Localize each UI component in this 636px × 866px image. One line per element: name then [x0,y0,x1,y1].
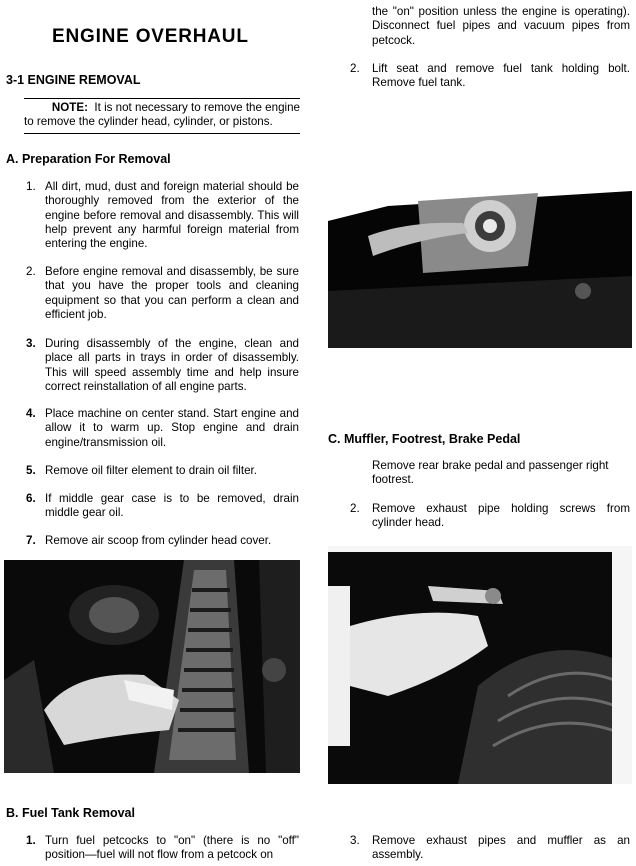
prep-heading: A. Preparation For Removal [6,152,171,166]
fuel-heading: B. Fuel Tank Removal [6,806,135,820]
list-item-number: 6. [26,492,36,505]
fuel-tank-photo [328,181,632,348]
page-title: ENGINE OVERHAUL [52,26,249,47]
fuel-item1-continued: the "on" position unless the engine is operating). Disconnect fuel pipes and vacuum pipes from petcock. [372,5,630,47]
exhaust-photo [328,546,632,784]
muffler-item3-text: Remove exhaust pipes and muffler as an assembly. [372,834,630,862]
list-item-text: Before engine removal and disassembly, be sure that you have the proper tools and cleaning equipment so that you can perform a clean and efficient job. [45,265,299,321]
engine-photo [4,560,300,773]
note-box [24,98,300,134]
list-item-text: Remove air scoop from cylinder head cover. [45,534,272,547]
list-item-number: 2. [26,265,36,278]
fuel-item1-text: Turn fuel petcocks to "on" (there is no "off" position—fuel will not flow from a petcock on [45,834,299,862]
list-item-text: During disassembly of the engine, clean and place all parts in trays in order of disassembly. This will speed assembly time and help insure correct reinstallation of all engine parts. [45,337,299,393]
muffler-intro: Remove rear brake pedal and passenger right footrest. [372,459,609,487]
list-item-number: 4. [26,407,36,420]
muffler-item3-number: 3. [350,834,360,847]
note-text-line1: It is not necessary to remove the engine [94,101,300,114]
note-text-line2: to remove the cylinder head, cylinder, or pistons. [24,115,273,129]
fuel-item1-number: 1. [26,834,36,847]
list-item-text: If middle gear case is to be removed, drain middle gear oil. [45,492,299,520]
section-heading: 3-1 ENGINE REMOVAL [6,73,141,87]
list-item-text: Place machine on center stand. Start engine and allow it to warm up. Stop engine and drain engine/transmission oil. [45,407,299,449]
note-label: NOTE: [51,101,88,114]
list-item-number: 7. [26,534,36,547]
muffler-item2-text: Remove exhaust pipe holding screws from cylinder head. [372,502,630,530]
list-item-text: Remove oil filter element to drain oil filter. [45,464,257,477]
fuel-item2-text: Lift seat and remove fuel tank holding bolt. Remove fuel tank. [372,62,630,90]
fuel-item2-number: 2. [350,62,360,75]
list-item-number: 5. [26,464,36,477]
list-item-number: 1. [26,180,36,193]
muffler-heading: C. Muffler, Footrest, Brake Pedal [328,432,521,446]
muffler-item2-number: 2. [350,502,360,515]
list-item-text: All dirt, mud, dust and foreign material should be thoroughly removed from the exterior of the engine before removal and disassembly. This will help prevent any harmful foreign material from entering the engine. [45,180,299,251]
list-item-number: 3. [26,337,36,350]
